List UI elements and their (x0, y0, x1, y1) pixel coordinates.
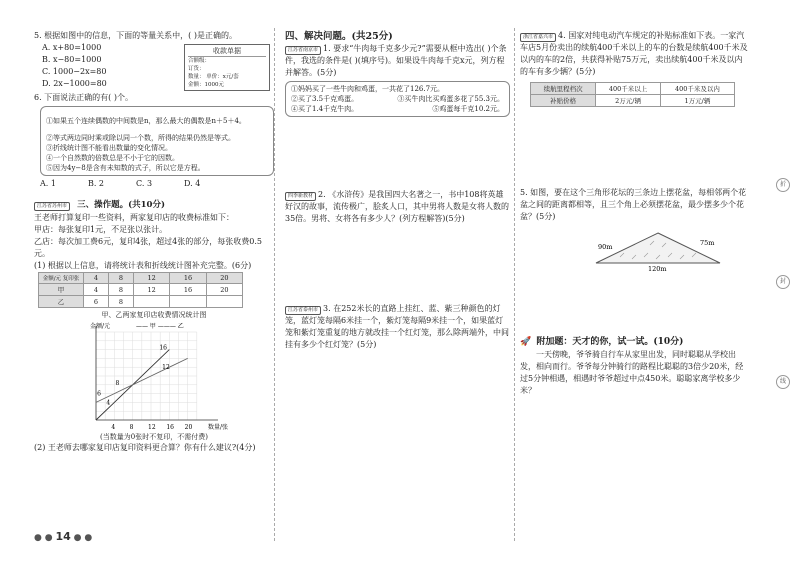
chart-caption: 甲、乙两家复印店收费情况统计图 (101, 311, 207, 319)
sec3-q2: (2) 王老师去哪家复印店复印资料更合算？你有什么建议?(4分) (34, 443, 256, 452)
tri-label-bottom: 120m (648, 265, 667, 271)
y-axis-label: 金额/元 (90, 323, 111, 330)
q3-text: 3. 在252米长的直路上挂红、蓝、紫三种颜色的灯笼，蓝灯笼每隔6米挂一个，紫灯笼每隔9米挂一个，如果蓝灯笼和紫灯笼重复的地方就改挂一个红灯笼，那么除两端外，中间挂有多少个红灯笼？(5分) (285, 304, 509, 349)
column-1 (34, 30, 274, 454)
q5-option-b: B. x−80=1000 (42, 55, 102, 64)
q1-conditions-box (285, 81, 510, 117)
q6-item-5: ⑤因为4y−8是含有未知数的式子，所以它是方程。 (46, 164, 205, 172)
subsidy-cell: 400千米以上 (596, 83, 660, 95)
q1-text: 1. 要求“牛肉每千克多少元?”需要从框中选出( )个条件，我选的条件是( )(填序号)。如果设牛肉每千克x元，列方程并解答。(5分) (285, 44, 507, 77)
q5-option-c: C. 1000−2x=80 (42, 67, 107, 76)
q6-text: 6. 下面说法正确的有( )个。 (34, 93, 133, 102)
side-mark-3: 线 (776, 375, 790, 389)
q5-options (42, 42, 107, 90)
sec4-title: 四、解决问题。(共25分) (285, 31, 393, 42)
x-tick-label: 12 (148, 424, 156, 431)
triangle-figure (520, 223, 750, 271)
sec3-q1: (1) 根据以上信息，请将统计表和折线统计图补充完整。(6分) (34, 261, 252, 270)
chart-legend: —— 甲 ——— 乙 (136, 323, 184, 330)
side-mark-2: 封 (776, 275, 790, 289)
subsidy-cell: 续航里程档次 (531, 83, 596, 95)
bonus-text: 一天傍晚，爷爷骑自行车从家里出发，同时聪聪从学校出发，相向而行。爷爷每分钟骑行的路程比聪聪的3倍少20米，经过5分钟相遇，相遇时爷爷超过中点450米。聪聪家离学校多少米？ (520, 350, 744, 395)
q6-option-b: B. 2 (87, 179, 105, 188)
x-tick-label: 8 (129, 424, 134, 431)
q2-tag: 四季新教材 (285, 192, 316, 201)
subsidy-cell: 400千米及以内 (660, 83, 734, 95)
subsidy-table (530, 82, 735, 107)
point-label: 6 (97, 390, 101, 398)
footer-dots-right: ● ● (70, 533, 93, 543)
tri-label-left: 90m (598, 243, 613, 251)
q5-option-d: D. 2x−1000=80 (42, 79, 107, 88)
receipt-line-5: 金额：1000元 (188, 82, 224, 88)
q6-options (34, 178, 274, 190)
subsidy-cell: 补贴价格 (531, 95, 596, 107)
sec3-line-1: 王老师打算复印一些资料，两家复印店的收费标准如下： (34, 213, 234, 222)
point-label: 12 (162, 364, 170, 372)
q5c3-text: 5. 如图，要在这个三角形花坛的三条边上摆花盆，每相邻两个花盆之间的距离都相等，且三个角上必须摆花盆，最少摆多少个花盆？(5分) (520, 188, 747, 221)
fee-table-cell (134, 296, 170, 308)
point-label: 8 (115, 379, 120, 387)
receipt-box (184, 44, 270, 91)
receipt-line-1: 合额级： (188, 58, 211, 64)
fee-line-chart (74, 320, 244, 432)
q6-item-2: ②等式两边同时乘或除以同一个数，所得的结果仍然是等式。 (46, 134, 235, 142)
fee-table-head: 8 (109, 273, 134, 284)
q5-text: 5. 根据如图中的信息，下面的等量关系中，( )是正确的。 (34, 31, 237, 40)
q6-item-3: ③折线统计图不能看出数量的变化情况。 (46, 144, 172, 152)
fee-table-cell: 8 (109, 296, 134, 308)
receipt-title: 收款单据 (188, 46, 266, 57)
q6-option-a: A. 1 (40, 179, 56, 188)
fee-table-corner: 金额/元 复印张 (39, 273, 84, 284)
x-tick-label: 20 (184, 424, 193, 431)
fold-line-2 (514, 28, 515, 541)
rocket-icon: 🚀 (520, 337, 532, 347)
receipt-line-4: 单价：x元/套 (206, 74, 239, 80)
q6-box (40, 106, 274, 176)
column-2 (285, 30, 510, 351)
flower-bed-triangle (596, 233, 720, 263)
q1-tag: 江苏省南京市 (285, 46, 321, 55)
q6-option-d: D. 4 (184, 179, 201, 188)
x-axis-label: 数量/张 (208, 424, 229, 431)
q5-option-a: A. x+80=1000 (42, 43, 102, 52)
q1-item-1: ①妈妈买了一些牛肉和鸡蛋，一共花了126.7元。 (291, 85, 445, 93)
fee-table-cell: 甲 (39, 284, 84, 296)
fee-table-head: 12 (134, 273, 170, 284)
x-tick-label: 16 (166, 424, 174, 431)
fee-table-cell: 6 (84, 296, 109, 308)
fee-table-head: 20 (206, 273, 242, 284)
fee-table (38, 272, 243, 308)
fee-table-cell: 乙 (39, 296, 84, 308)
q4-tag: 浙江省嘉兴市 (520, 33, 556, 42)
fee-table-cell: 4 (84, 284, 109, 296)
receipt-line-3: 数量： (188, 74, 205, 80)
q6-item-1: ①如果五个连续偶数的中间数是n，那么最大的偶数是n＋5＋4。 (46, 117, 246, 125)
fee-table-head: 4 (84, 273, 109, 284)
q1-item-5: ⑤鸡蛋每千克10.2元。 (432, 105, 504, 113)
q1-item-3: ③买牛肉比买鸡蛋多花了55.3元。 (397, 95, 504, 103)
q1-item-4: ④买了1.4千克牛肉。 (291, 105, 359, 113)
fee-table-cell (206, 296, 242, 308)
point-label: 4 (106, 399, 111, 407)
subsidy-cell: 2万元/辆 (596, 95, 660, 107)
fold-line-1 (274, 28, 275, 541)
sec3-title: 三、操作题。(共10分) (77, 200, 165, 210)
q6-option-c: C. 3 (136, 179, 153, 188)
tri-label-right: 75m (700, 239, 715, 247)
q3-tag: 江苏省泰州市 (285, 306, 321, 315)
fee-table-cell: 20 (206, 284, 242, 296)
subsidy-cell: 1万元/辆 (660, 95, 734, 107)
bonus-title: 附加题：天才的你，试一试。(10分) (536, 337, 684, 347)
q2-text: 2. 《水浒传》是我国四大名著之一，书中108将英雄好汉的故事，流传极广，脍炙人口，其中男将人数是女将人数的35倍。男将、女将各有多少人？(列方程解答)(5分) (285, 190, 509, 223)
point-label: 16 (159, 344, 167, 352)
x-tick-label: 4 (111, 424, 116, 431)
fee-table-cell (170, 296, 206, 308)
sec3-line-2: 甲店：每张复印1元，不足张以张计。 (34, 225, 168, 234)
side-mark-1: 折 (776, 178, 790, 192)
receipt-line-2: 订货： (188, 66, 205, 72)
page-footer (34, 530, 92, 543)
fee-table-cell: 16 (170, 284, 206, 296)
q4-text: 4. 国家对纯电动汽车规定的补贴标准如下表。一家汽车店5月份卖出的续航400千米以上的车的台数是续航400千米及以内的车的2倍，共获得补贴75万元，卖出续航400千米及以内的车有多少辆？(5分) (520, 31, 748, 76)
sec3-line-3: 乙店：每次加工费6元，复印4张，超过4张的部分，每张收费0.5元。 (34, 237, 262, 258)
sec3-tag: 江苏省苏州市 (34, 202, 70, 211)
fee-table-head: 16 (170, 273, 206, 284)
page-number: 14 (55, 530, 71, 543)
column-3 (520, 30, 750, 397)
chart-note: (当数量为0张时不复印，不需付费) (100, 433, 208, 441)
fee-table-cell: 12 (134, 284, 170, 296)
q1-item-2: ②买了3.5千克鸡蛋。 (291, 95, 359, 103)
fee-table-cell: 8 (109, 284, 134, 296)
q6-item-4: ④一个自然数的倍数总是不小于它的因数。 (46, 154, 179, 162)
footer-dots-left: ● ● (34, 533, 56, 543)
